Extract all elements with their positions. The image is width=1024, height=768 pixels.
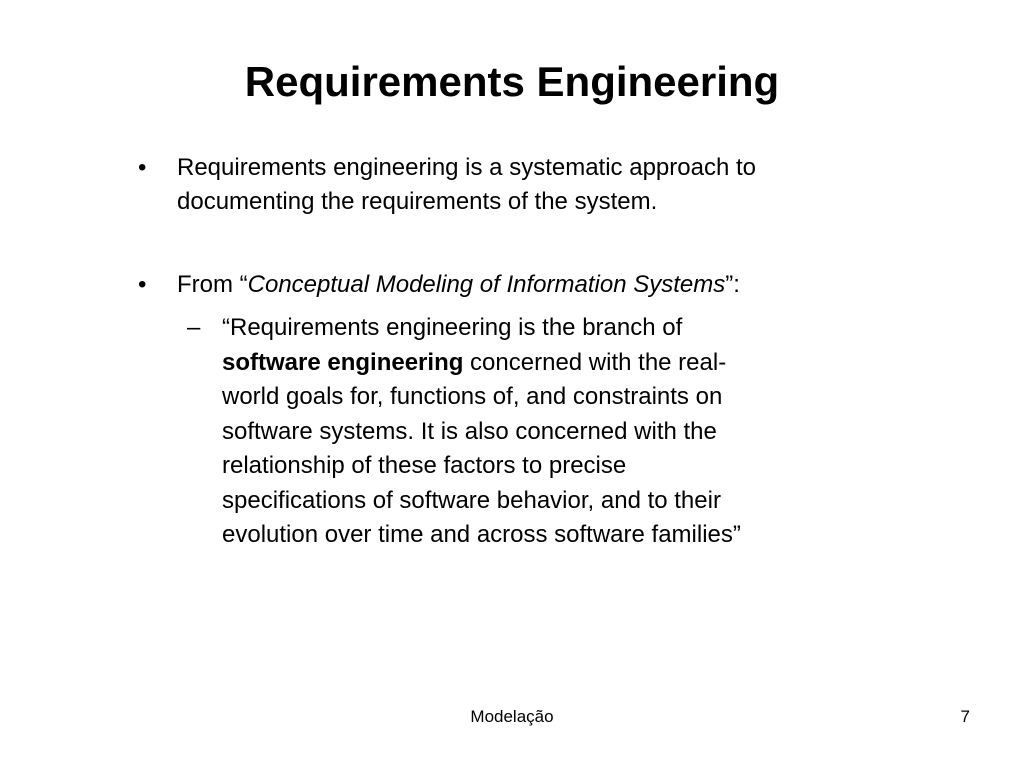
quote-line: relationship of these factors to precise [222, 452, 627, 479]
bullet-prefix: From “ [177, 271, 248, 298]
bold-phrase: software engineering [222, 348, 464, 376]
bullet-text [177, 268, 740, 302]
bullet-line: Requirements engineering is a systematic approach to [177, 154, 756, 181]
quote-line: “Requirements engineering is the branch of [222, 314, 683, 341]
quote-line-rest: concerned with the real- [463, 348, 727, 376]
bullet-marker: • [138, 154, 147, 181]
bullet-suffix: ”: [725, 271, 740, 298]
bullet-marker: • [138, 271, 147, 298]
slide-title: Requirements Engineering [244, 58, 780, 105]
quote-line: specifications of software behavior, and to their [222, 486, 721, 514]
bullet-text [177, 151, 756, 219]
quote-line: evolution over time and across software families” [222, 521, 741, 548]
quote-text [222, 311, 741, 553]
page-number: 7 [960, 707, 970, 726]
quote-line [222, 346, 741, 381]
sub-bullet-marker: – [187, 314, 201, 341]
source-title: Conceptual Modeling of Information Systems [247, 271, 726, 298]
quote-line: software systems. It is also concerned with the [222, 417, 717, 445]
footer-label: Modelação [470, 707, 554, 726]
bullet-line: documenting the requirements of the system. [177, 188, 658, 215]
quote-line: world goals for, functions of, and constraints on [222, 383, 723, 410]
